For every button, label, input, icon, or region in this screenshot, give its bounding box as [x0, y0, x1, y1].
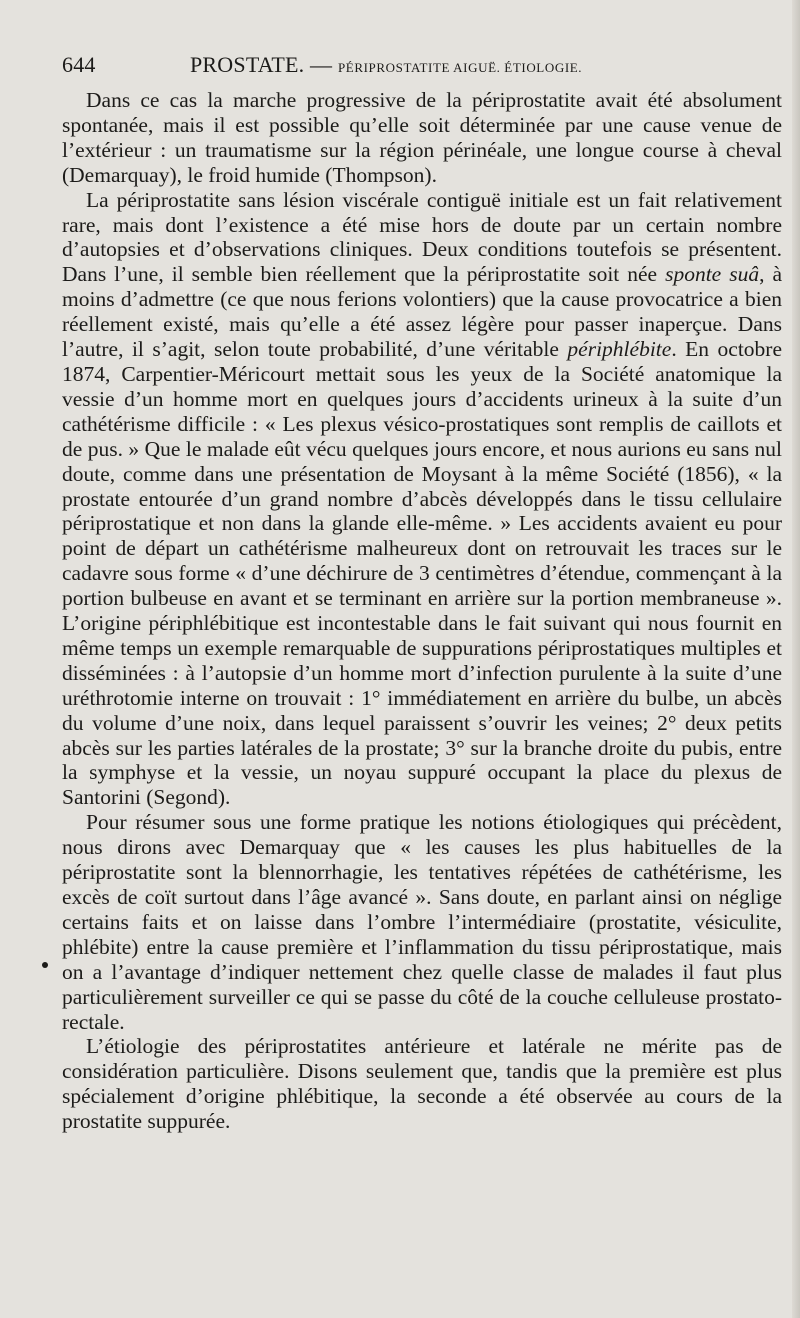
body-text	[62, 88, 782, 1134]
page-edge	[792, 0, 800, 1318]
italic-text: périphlébite	[567, 337, 672, 362]
page-number: 644	[62, 52, 96, 77]
running-header	[62, 52, 782, 88]
paragraph-text: . En octobre 1874, Carpentier-Méricourt mettait sous les yeux de la Société anatomique la vessie d’un homme mort en quelques jours d’accidents urineux à la suite d’un cathétérisme difficile : « Les plexus vésico-prostatiques sont remplis de caillots et de pus. » Que le malade eût vécu quelques jours encore, et nous aurions eu sans nul doute, comme dans une présentation de Moysant à la même Société (1856), « la prostate entourée d’un grand nombre d’abcès développés dans le tissu cellulaire périprostatique et non dans la glande elle-même. » Les accidents avaient eu pour point de départ un cathétérisme malheureux dont on retrouvait les traces sur le cadavre sous forme « d’une déchirure de 3 centimètres d’étendue, commençant à la portion bulbeuse en avant et se terminant en arrière sur la portion membraneuse ». L’origine périphlébitique est incontestable dans le fait suivant qui nous fournit en même temps un exemple remarquable de suppurations périprostatiques multiples et disséminées : à l’autopsie d’un homme mort d’infection purulente à la suite d’une uréthrotomie interne on trouvait : 1° immédiatement en arrière du bulbe, un abcès du volume d’une noix, dans lequel paraissent s’ouvrir les veines; 2° deux petits abcès sur les parties latérales de la prostate; 3° sur la branche droite du pubis, entre la symphyse et la vessie, un noyau suppuré occupant la place du plexus de Santorini (Segond).	[62, 337, 782, 810]
paragraph	[62, 188, 782, 811]
margin-mark	[42, 962, 48, 968]
paragraph-text: L’étiologie des périprostatites antérieure et latérale ne mérite pas de considération particulière. Disons seulement que, tandis que la première est plus spécialement d’origine phlébitique, la seconde a été observée au cours de la prostatite suppurée.	[62, 1034, 782, 1134]
paragraph-text: La périprostatite sans lésion viscérale contiguë initiale est un fait relativement rare, mais dont l’existence a été mise hors de doute par un certain nombre d’autopsies et d’observations cliniques. Deux conditions toutefois se présentent. Dans l’une, il semble bien réellement que la périprostatite soit née	[62, 187, 782, 287]
paragraph	[62, 810, 782, 1034]
paragraph-text: Pour résumer sous une forme pratique les notions étiologiques qui précèdent, nous dirons avec Demarquay que « les causes les plus habituelles de la périprostatite sont la blennorrhagie, les tentatives répétées de cathétérisme, les excès de coït surtout dans l’âge avancé ». Sans doute, en parlant ainsi on néglige certains faits et on laisse dans l’ombre l’intermédiaire (prostatite, vésiculite, phlébite) entre la cause première et l’inflammation du tissu périprostatique, mais on a l’avantage d’indiquer nettement chez quelle classe de malades il faut plus particulièrement surveiller ce qui se passe du côté de la couche celluleuse prostato-rectale.	[62, 810, 782, 1034]
paragraph	[62, 1034, 782, 1134]
paragraph	[62, 88, 782, 188]
section-title: PÉRIPROSTATITE AIGUË. ÉTIOLOGIE.	[337, 60, 583, 75]
paragraph-text: Dans ce cas la marche progressive de la périprostatite avait été absolument spontanée, mais il est possible qu’elle soit déterminée par une cause venue de l’extérieur : un traumatisme sur la région périnéale, une longue course à cheval (Demarquay), le froid humide (Thompson).	[62, 88, 782, 187]
italic-text: sponte suâ	[665, 262, 760, 287]
chapter-title: PROSTATE. —	[190, 52, 333, 77]
paragraph-text: , à moins d’admettre (ce que nous ferions volontiers) que la cause provocatrice a bien réellement existé, mais qu’elle a été assez légère pour passer inaperçue. Dans l’autre, il s’agit, selon toute probabilité, d’une véritable	[62, 262, 783, 362]
